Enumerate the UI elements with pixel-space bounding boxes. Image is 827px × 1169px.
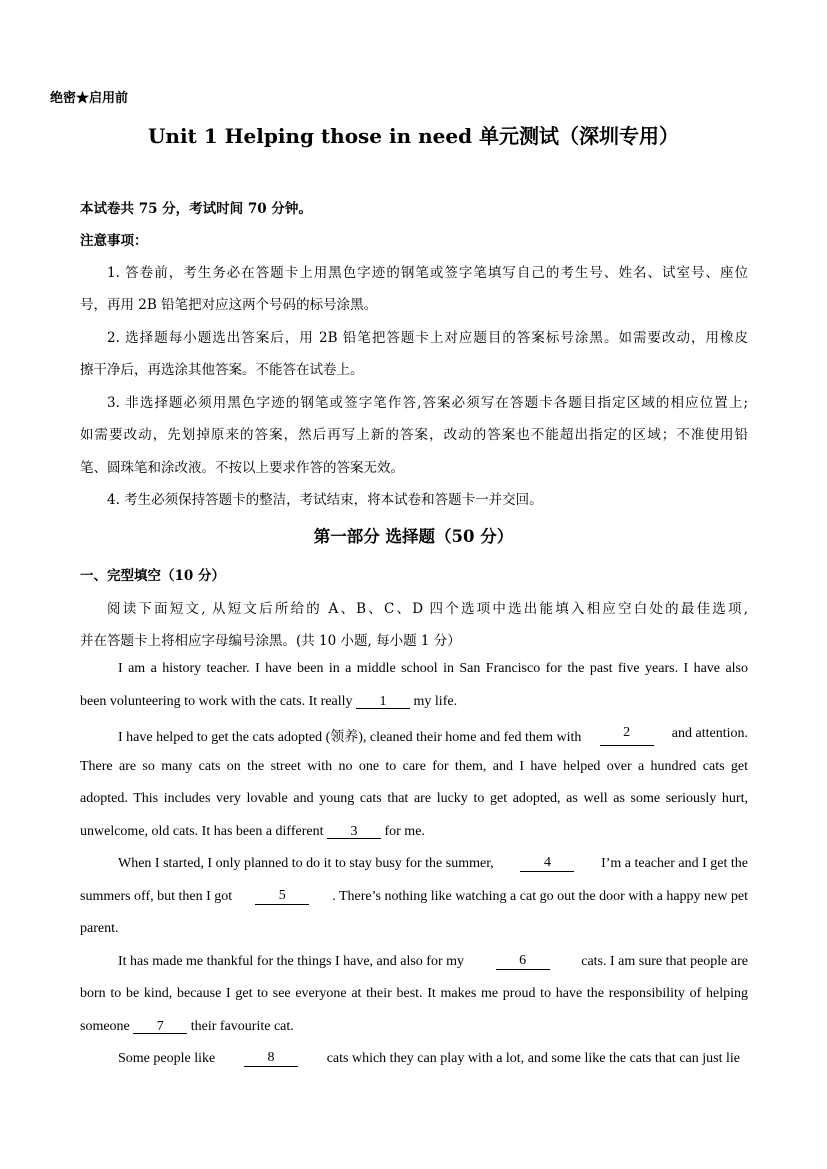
blank-7: 7	[133, 1020, 187, 1034]
notice-1-line-1: 1. 答卷前，考生务必在答题卡上用黑色字迹的钢笔或签字笔填写自己的考生号、姓名、试室号、座位	[107, 265, 748, 281]
passage-text: my life.	[410, 694, 458, 709]
blank-1: 1	[356, 695, 410, 709]
notice-1-line-2: 号，再用 2B 铅笔把对应这两个号码的标号涂黑。	[80, 297, 378, 313]
passage-text: I have helped to get the cats adopted (领养), cleaned their home and fed them with	[118, 730, 582, 745]
part-title: 一、完型填空（10 分）	[80, 568, 225, 584]
blank-8: 8	[244, 1051, 298, 1067]
passage-text: summers off, but then I got	[80, 889, 233, 904]
blank-6: 6	[496, 954, 550, 970]
passage-text: been volunteering to work with the cats. It really	[80, 694, 357, 709]
page-title: Unit 1 Helping those in need 单元测试（深圳专用）	[147, 124, 680, 148]
exam-info: 本试卷共 75 分，考试时间 70 分钟。	[80, 201, 312, 217]
passage-text: unwelcome, old cats. It has been a different	[80, 824, 327, 839]
instruction-line-1: 阅读下面短文, 从短文后所给的 A、B、C、D 四个选项中选出能填入相应空白处的最佳选项,	[107, 601, 748, 617]
passage-line	[118, 954, 748, 970]
instruction-line-2: 并在答题卡上将相应字母编号涂黑。(共 10 小题, 每小题 1 分）	[80, 633, 461, 649]
passage-text: and attention.	[671, 726, 748, 741]
passage-text: When I started, I only planned to do it to stay busy for the summer,	[118, 856, 494, 871]
notice-3-line-1: 3. 非选择题必须用黑色字迹的钢笔或签字笔作答,答案必须写在答题卡各题目指定区域的相应位置上;	[107, 395, 748, 411]
passage-text: I’m a teacher and I get the	[601, 856, 748, 871]
section-title: 第一部分 选择题（50 分）	[313, 527, 514, 546]
passage-line	[118, 726, 748, 746]
passage-line: born to be kind, because I get to see everyone at their best. It makes me proud to have the responsibility of helping	[80, 986, 748, 1001]
passage-text: cats which they can play with a lot, and some like the cats that can just lie	[326, 1051, 740, 1066]
blank-4: 4	[520, 856, 574, 872]
passage-text: for me.	[380, 824, 425, 839]
passage-text: . There’s nothing like watching a cat go out the door with a happy new pet	[332, 889, 748, 904]
confidential-label: 绝密★启用前	[50, 91, 129, 106]
notice-3-line-3: 笔、圆珠笔和涂改液。不按以上要求作答的答案无效。	[80, 460, 404, 476]
notice-title: 注意事项：	[80, 233, 148, 249]
notice-2-line-1: 2. 选择题每小题选出答案后，用 2B 铅笔把答题卡上对应题目的答案标号涂黑。如需要改动，用橡皮	[107, 330, 748, 346]
passage-text: cats. I am sure that people are	[581, 954, 748, 969]
blank-5: 5	[255, 889, 309, 905]
passage-line	[118, 1051, 740, 1067]
notice-3-line-2: 如需要改动，先划掉原来的答案，然后再写上新的答案，改动的答案也不能超出指定的区域；不准使用铅	[80, 427, 748, 443]
passage-line: There are so many cats on the street with no one to care for them, and I have helped over a hundred cats get	[80, 759, 748, 774]
passage-text: their favourite cat.	[187, 1019, 294, 1034]
passage-text: It has made me thankful for the things I have, and also for my	[118, 954, 465, 969]
passage-line	[80, 1019, 294, 1035]
passage-line	[118, 856, 748, 872]
passage-line: parent.	[80, 921, 119, 936]
blank-2: 2	[600, 726, 654, 746]
passage-line: I am a history teacher. I have been in a middle school in San Francisco for the past five years. I have also	[118, 661, 748, 676]
passage-text: Some people like	[118, 1051, 216, 1066]
blank-3: 3	[327, 825, 381, 839]
passage-line	[80, 889, 748, 905]
notice-4: 4. 考生必须保持答题卡的整洁，考试结束，将本试卷和答题卡一并交回。	[107, 492, 543, 508]
passage-line: adopted. This includes very lovable and young cats that are lucky to get adopted, as well as some seriously hurt,	[80, 791, 748, 806]
passage-line	[80, 694, 457, 710]
passage-text: someone	[80, 1019, 134, 1034]
passage-line	[80, 824, 425, 840]
notice-2-line-2: 擦干净后，再选涂其他答案。不能答在试卷上。	[80, 362, 364, 378]
